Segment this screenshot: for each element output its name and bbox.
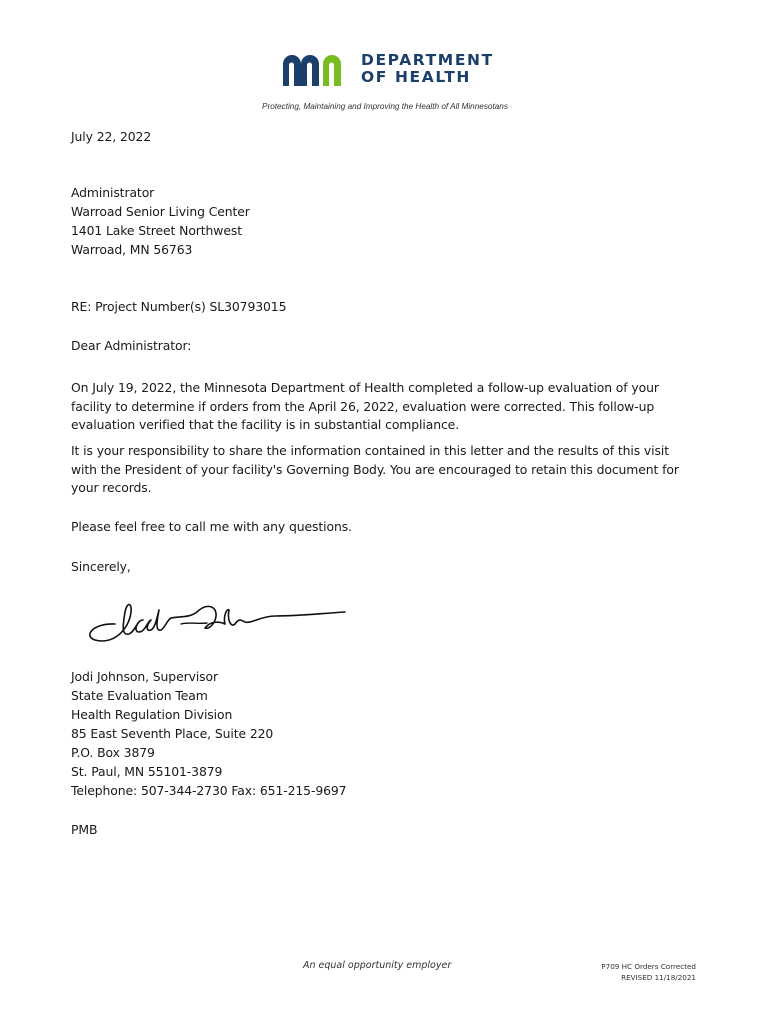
signer-line: P.O. Box 3879 bbox=[71, 745, 155, 760]
re-line: RE: Project Number(s) SL30793015 bbox=[71, 299, 287, 314]
paragraph-2: It is your responsibility to share the information contained in this letter and the results of this visit with the President of your facility's Governing Body. You are encouraged to retain this document for your records. bbox=[71, 443, 679, 495]
recipient-line: Warroad Senior Living Center bbox=[71, 204, 250, 219]
recipient-line: 1401 Lake Street Northwest bbox=[71, 223, 242, 238]
logo-line-1: DEPARTMENT bbox=[361, 51, 494, 69]
paragraph-3: Please feel free to call me with any questions. bbox=[71, 519, 352, 534]
tagline: Protecting, Maintaining and Improving the Health of All Minnesotans bbox=[262, 102, 508, 111]
handwritten-signature bbox=[85, 590, 350, 650]
signer-line: Telephone: 507-344-2730 Fax: 651-215-9697 bbox=[71, 783, 347, 798]
salutation: Dear Administrator: bbox=[71, 338, 192, 353]
signer-line: Jodi Johnson, Supervisor bbox=[71, 669, 218, 684]
footer-form-id bbox=[601, 961, 696, 983]
mdh-logo bbox=[283, 52, 493, 88]
typist-initials: PMB bbox=[71, 822, 98, 837]
paragraph-1: On July 19, 2022, the Minnesota Department of Health completed a follow-up evaluation of your facility to determine if orders from the April 26, 2022, evaluation were corrected. This follow-up evaluation verified that the facility is in substantial compliance. bbox=[71, 380, 659, 432]
closing: Sincerely, bbox=[71, 559, 131, 574]
recipient-block bbox=[71, 183, 711, 259]
recipient-line: Warroad, MN 56763 bbox=[71, 242, 193, 257]
recipient-line: Administrator bbox=[71, 185, 155, 200]
signer-line: 85 East Seventh Place, Suite 220 bbox=[71, 726, 274, 741]
logo-line-2: OF HEALTH bbox=[361, 68, 471, 86]
signer-block bbox=[71, 667, 711, 800]
footer-revised: REVISED 11/18/2021 bbox=[621, 973, 696, 982]
signer-line: St. Paul, MN 55101-3879 bbox=[71, 764, 223, 779]
footer-form-name: P709 HC Orders Corrected bbox=[601, 962, 696, 971]
footer-eoe: An equal opportunity employer bbox=[303, 960, 452, 971]
signer-line: State Evaluation Team bbox=[71, 688, 208, 703]
logo-wordmark bbox=[361, 52, 494, 86]
signer-line: Health Regulation Division bbox=[71, 707, 233, 722]
mn-logo-icon bbox=[283, 54, 353, 86]
letter-date: July 22, 2022 bbox=[71, 129, 152, 144]
